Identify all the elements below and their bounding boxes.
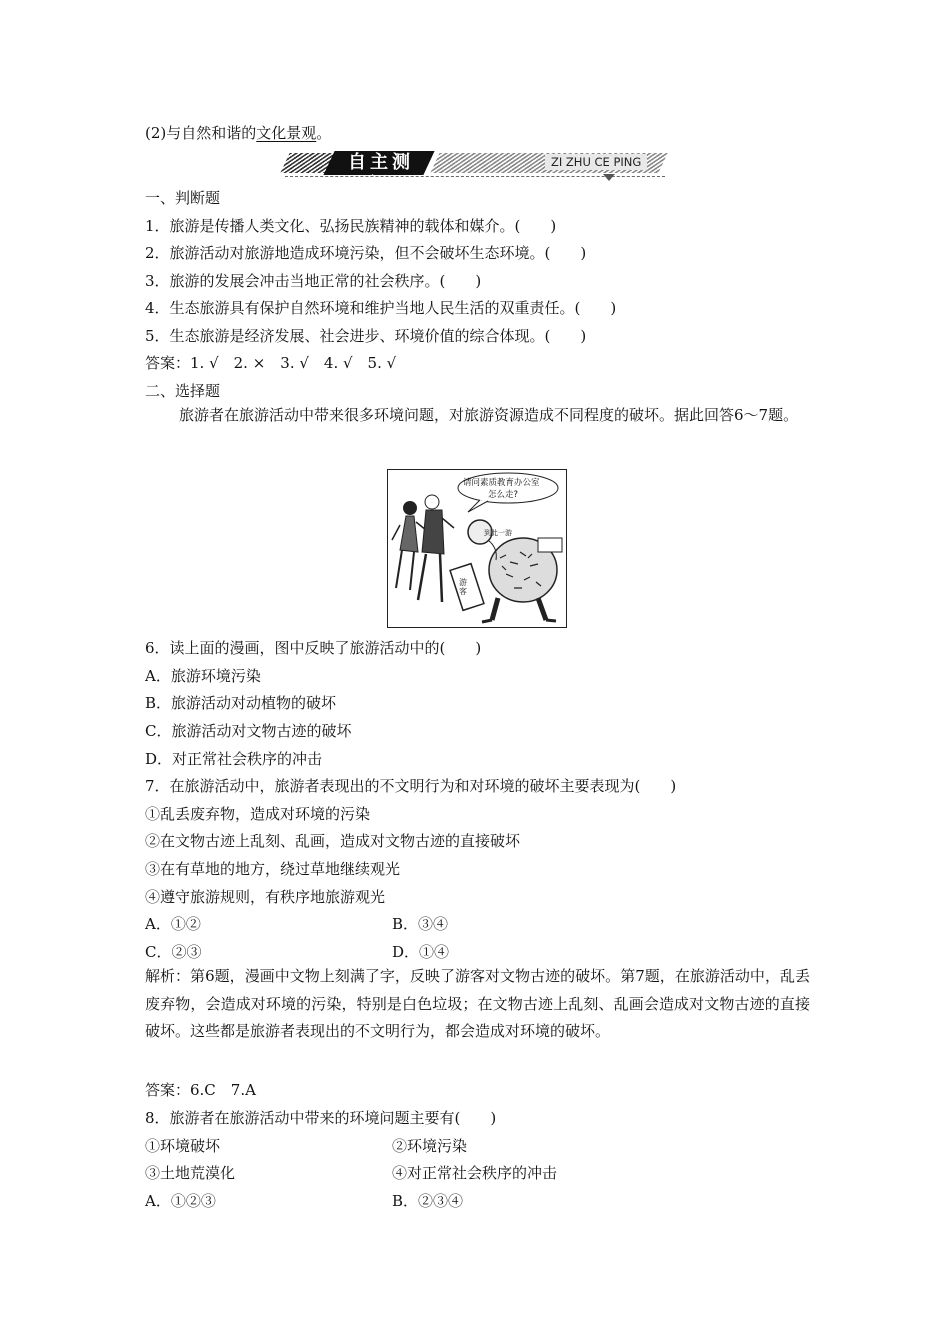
q8-statement-1: ①环境破坏 [145, 1137, 221, 1155]
q6-option-b: B．旅游活动对动植物的破坏 [145, 694, 337, 712]
intro-underlined: 文化景观 [256, 124, 317, 142]
q7-option-c: C．②③ [145, 943, 202, 961]
q7-option-row-1 [145, 914, 201, 934]
cartoon-sign: 到此一游 [484, 529, 512, 537]
q8-stem: 8．旅游者在旅游活动中带来的环境问题主要有( ) [145, 1109, 497, 1127]
q8-statement-2: ②环境污染 [392, 1137, 468, 1155]
cartoon-tag: 游客 [459, 578, 467, 596]
q7-statement-1: ①乱丢废弃物，造成对环境的污染 [145, 805, 371, 823]
judge-item-4: 4．生态旅游具有保护自然环境和维护当地人民生活的双重责任。( ) [145, 299, 617, 317]
q7-statement-4: ④遵守旅游规则，有秩序地旅游观光 [145, 888, 386, 906]
section-banner [285, 151, 665, 195]
q8-option-a: A．①②③ [145, 1192, 216, 1210]
banner-title: 自主测评 [348, 152, 414, 195]
q7-stem: 7．在旅游活动中，旅游者表现出的不文明行为和对环境的破坏主要表现为( ) [145, 777, 677, 795]
intro-prefix: (2)与自然和谐的 [145, 124, 257, 142]
q6-option-d: D．对正常社会秩序的冲击 [145, 750, 323, 768]
q6-option-a: A．旅游环境污染 [145, 667, 261, 685]
q7-statement-2: ②在文物古迹上乱刻、乱画，造成对文物古迹的直接破坏 [145, 832, 521, 850]
section2-passage: 旅游者在旅游活动中带来很多环境问题，对旅游资源造成不同程度的破坏。据此回答6～7题。 [179, 406, 799, 424]
cartoon-speech-line2: 怎么走? [488, 490, 519, 500]
q8-statement-3: ③土地荒漠化 [145, 1164, 236, 1182]
analysis-text: 解析：第6题，漫画中文物上刻满了字，反映了游客对文物古迹的破坏。第7题，在旅游活动中，乱丢废弃物，会造成对环境的污染，特别是白色垃圾；在文物古迹上乱刻、乱画会造成对文物古迹的直接破坏。这些都是旅游者表现出的不文明行为，都会造成对环境的破坏。 [145, 967, 810, 1040]
section2-heading: 二、选择题 [145, 382, 221, 400]
q8-option-b: B．②③④ [392, 1192, 464, 1210]
q7-option-a: A．①② [145, 915, 201, 933]
q8-statement-4: ④对正常社会秩序的冲击 [392, 1164, 558, 1182]
judge-item-2: 2．旅游活动对旅游地造成环境污染，但不会破坏生态环境。( ) [145, 244, 587, 262]
section1-answer: 答案：1. √ 2. × 3. √ 4. √ 5. √ [145, 354, 397, 372]
section1-heading: 一、判断题 [145, 189, 221, 207]
q6-option-c: C．旅游活动对文物古迹的破坏 [145, 722, 352, 740]
q7-option-b: B．③④ [392, 915, 449, 933]
judge-item-5: 5．生态旅游是经济发展、社会进步、环境价值的综合体现。( ) [145, 327, 587, 345]
cartoon-image [387, 469, 567, 628]
answer-6-7: 答案：6.C 7.A [145, 1081, 256, 1099]
banner-pinyin: ZI ZHU CE PING [545, 154, 647, 170]
intro-line [145, 123, 331, 143]
q6-stem: 6．读上面的漫画，图中反映了旅游活动中的( ) [145, 639, 482, 657]
q7-option-d: D．①④ [392, 943, 450, 961]
intro-suffix: 。 [316, 124, 332, 142]
cartoon-drawing [388, 470, 566, 627]
judge-item-1: 1．旅游是传播人类文化、弘扬民族精神的载体和媒介。( ) [145, 217, 557, 235]
q7-statement-3: ③在有草地的地方，绕过草地继续观光 [145, 860, 401, 878]
cartoon-speech-line1: 请问素质教育办公室 [463, 478, 540, 488]
banner-triangle-icon [603, 174, 615, 181]
judge-item-3: 3．旅游的发展会冲击当地正常的社会秩序。( ) [145, 272, 482, 290]
